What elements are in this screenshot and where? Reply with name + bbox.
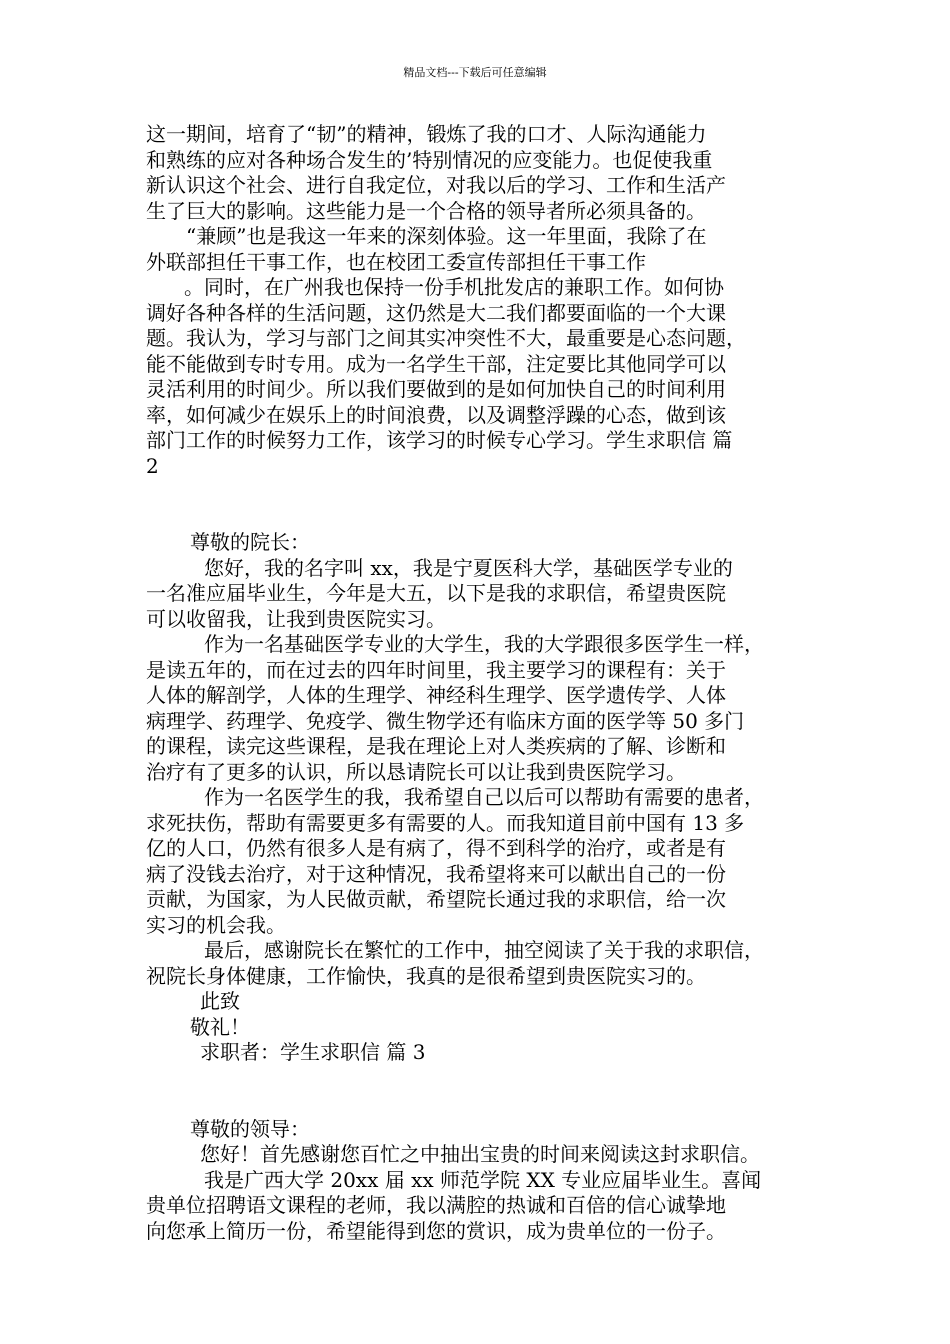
text-line: 题。我认为，学习与部门之间其实冲突性不大，最重要是心态问题，	[146, 326, 746, 350]
text-line: 生了巨大的影响。这些能力是一个合格的领导者所必须具备的。	[146, 198, 706, 223]
document-body	[146, 122, 826, 1244]
text-line: 灵活利用的时间少。所以我们要做到的是如何加快自己的时间利用	[146, 377, 726, 401]
salutation: 尊敬的领导：	[190, 1116, 310, 1141]
text-line: 贡献，为国家，为人民做贡献，希望院长通过我的求职信，给一次	[146, 887, 726, 911]
text-line: 这一期间，培育了“韧”的精神，锻炼了我的口才、人际沟通能力	[146, 122, 707, 146]
text-line: 率，如何减少在娱乐上的时间浪费，以及调整浮躁的心态，做到该	[146, 402, 726, 427]
text-line: 人体的解剖学，人体的生理学、神经科生理学、医学遗传学、人体	[146, 683, 726, 707]
text-line: 亿的人口，仍然有很多人是有病了，得不到科学的治疗，或者是有	[146, 836, 726, 860]
text-line: 病了没钱去治疗，对于这种情况，我希望将来可以献出自己的一份	[146, 861, 726, 886]
text-line: 作为一名医学生的我，我希望自己以后可以帮助有需要的患者，	[204, 785, 764, 809]
salutation: 尊敬的院长：	[190, 530, 310, 554]
text-line: 是读五年的，而在过去的四年时间里，我主要学习的课程有：关于	[146, 657, 726, 682]
header-note: 精品文档---下载后可任意编辑	[403, 66, 547, 79]
text-line: 部门工作的时候努力工作，该学习的时候专心学习。学生求职信 篇	[146, 428, 733, 452]
text-line: 新认识这个社会、进行自我定位，对我以后的学习、工作和生活产	[146, 173, 726, 197]
text-line: 我是广西大学 20xx 届 xx 师范学院 XX 专业应届毕业生。喜闻	[204, 1167, 762, 1192]
text-line: 作为一名基础医学专业的大学生，我的大学跟很多医学生一样，	[204, 632, 764, 656]
text-line: 最后，感谢院长在繁忙的工作中，抽空阅读了关于我的求职信，	[204, 938, 764, 962]
text-line: 向您承上简历一份，希望能得到您的赏识，成为贵单位的一份子。	[146, 1218, 726, 1243]
text-line: 治疗有了更多的认识，所以恳请院长可以让我到贵医院学习。	[146, 759, 686, 784]
text-line: 能不能做到专时专用。成为一名学生干部，注定要比其他同学可以	[146, 351, 726, 376]
text-line: 和熟练的应对各种场合发生的’特别情况的应变能力。也促使我重	[146, 147, 713, 172]
text-line: 贵单位招聘语文课程的老师，我以满腔的热诚和百倍的信心诚挚地	[146, 1193, 726, 1217]
text-line: 您好！首先感谢您百忙之中抽出宝贵的时间来阅读这封求职信。	[200, 1142, 760, 1166]
text-line: 病理学、药理学、免疫学、微生物学还有临床方面的医学等 50 多门	[146, 708, 745, 733]
text-line: 求死扶伤，帮助有需要更多有需要的人。而我知道目前中国有 13 多	[146, 810, 745, 835]
text-line: 。同时，在广州我也保持一份手机批发店的兼职工作。如何协	[184, 275, 724, 299]
text-line: 可以收留我，让我到贵医院实习。	[146, 606, 446, 631]
text-line: 您好，我的名字叫 xx，我是宁夏医科大学，基础医学专业的	[204, 555, 733, 580]
signature-line: 求职者：学生求职信 篇 3	[200, 1040, 426, 1064]
closing-phrase: 此致	[200, 989, 240, 1013]
paragraph-gap	[146, 479, 826, 530]
text-line: 外联部担任干事工作，也在校团工委宣传部担任干事工作	[146, 249, 646, 274]
closing-salute: 敬礼！	[190, 1014, 250, 1039]
text-line: 调好各种各样的生活问题，这仍然是大二我们都要面临的一个大课	[146, 300, 726, 325]
text-line: 的课程，读完这些课程，是我在理论上对人类疾病的了解、诊断和	[146, 734, 726, 758]
text-line: 一名准应届毕业生，今年是大五，以下是我的求职信，希望贵医院	[146, 581, 726, 605]
text-line: 2	[146, 453, 159, 478]
text-line: 祝院长身体健康，工作愉快，我真的是很希望到贵医院实习的。	[146, 963, 706, 988]
text-line: 实习的机会我。	[146, 912, 286, 937]
text-line: “兼顾”也是我这一年来的深刻体验。这一年里面，我除了在	[186, 224, 707, 248]
paragraph-gap	[146, 1066, 826, 1117]
